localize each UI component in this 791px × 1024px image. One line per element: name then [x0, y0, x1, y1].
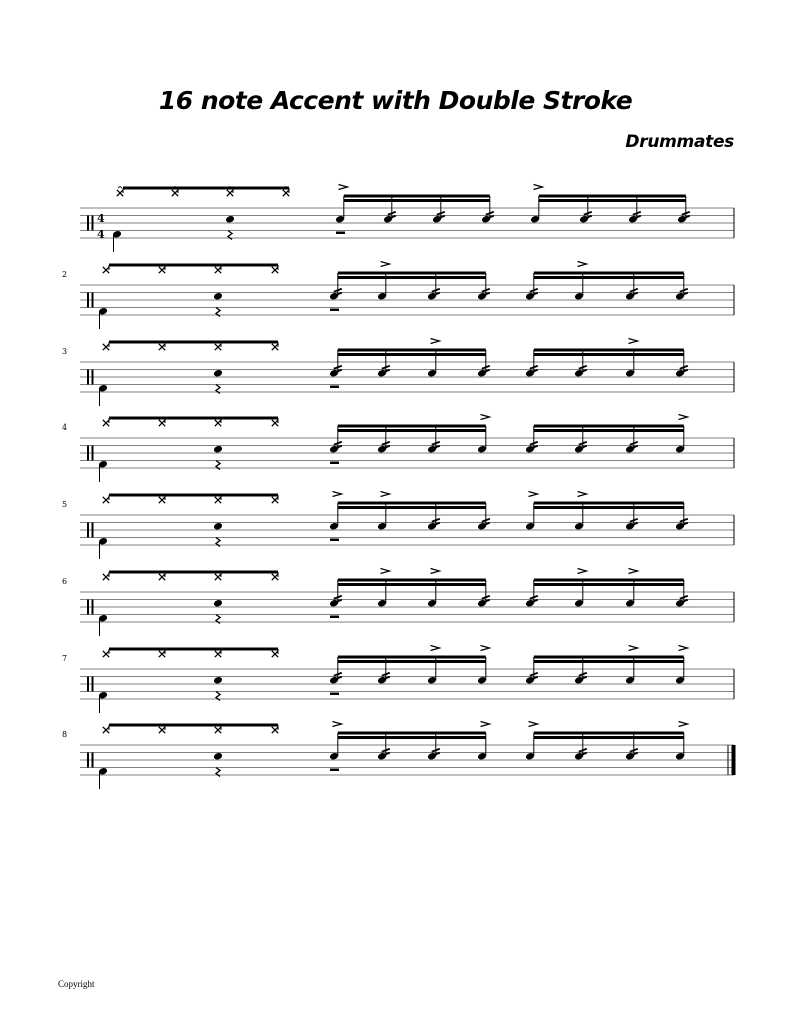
notehead	[213, 445, 223, 454]
half-rest	[330, 616, 339, 619]
notehead	[213, 369, 223, 378]
cymbal-x-notehead	[103, 420, 109, 426]
cymbal-x-notehead	[215, 267, 221, 273]
notehead	[213, 522, 223, 531]
cymbal-x-notehead	[103, 267, 109, 273]
measure-number: 6	[62, 577, 68, 586]
percussion-clef	[92, 523, 94, 538]
accent-mark	[481, 722, 490, 727]
piece-title: 16 note Accent with Double Stroke	[158, 86, 633, 115]
measure-number: 8	[62, 730, 68, 739]
half-rest	[330, 769, 339, 772]
beam-secondary	[534, 429, 684, 432]
system-5	[62, 492, 734, 560]
beam-secondary	[534, 276, 684, 279]
beam-primary	[344, 195, 490, 198]
beam-primary	[338, 579, 486, 582]
beam-secondary	[338, 660, 486, 663]
percussion-clef	[87, 753, 89, 768]
cymbal-x-notehead	[215, 344, 221, 350]
half-rest	[330, 309, 339, 312]
accent-mark	[679, 722, 688, 727]
percussion-clef	[87, 600, 89, 615]
percussion-clef	[92, 600, 94, 615]
accent-mark	[481, 646, 490, 651]
accent-mark	[629, 569, 638, 574]
notehead	[213, 599, 223, 608]
accent-mark	[381, 262, 390, 267]
percussion-clef	[87, 370, 89, 385]
cymbal-x-notehead	[103, 651, 109, 657]
accent-mark	[381, 492, 390, 497]
cymbal-x-notehead	[215, 420, 221, 426]
beam-secondary	[338, 736, 486, 739]
accent-mark	[431, 569, 440, 574]
cymbal-x-notehead	[215, 727, 221, 733]
accent-mark	[381, 569, 390, 574]
cymbal-x-notehead	[283, 190, 289, 196]
percussion-clef	[92, 753, 94, 768]
beam	[109, 724, 278, 727]
accent-mark	[578, 492, 587, 497]
accent-mark	[629, 339, 638, 344]
beam-primary	[338, 349, 486, 352]
accent-mark	[679, 646, 688, 651]
accent-mark	[578, 262, 587, 267]
measure-number: 4	[62, 423, 68, 432]
percussion-clef	[92, 216, 94, 231]
cymbal-x-notehead	[272, 420, 278, 426]
half-rest	[330, 539, 339, 542]
beam-secondary	[534, 506, 684, 509]
cymbal-x-notehead	[103, 344, 109, 350]
composer-name: Drummates	[625, 132, 734, 152]
cymbal-x-notehead	[215, 574, 221, 580]
percussion-clef	[92, 370, 94, 385]
cymbal-x-notehead	[159, 267, 165, 273]
cymbal-x-notehead	[272, 497, 278, 503]
accent-mark	[578, 569, 587, 574]
accent-mark	[529, 722, 538, 727]
cymbal-x-notehead	[272, 267, 278, 273]
beam-primary	[534, 732, 684, 735]
beam-primary	[338, 425, 486, 428]
system-6	[62, 569, 734, 637]
measure-number: 2	[62, 270, 68, 279]
copyright-notice: Copyright	[58, 979, 95, 989]
beam	[109, 341, 278, 344]
cymbal-x-notehead	[215, 497, 221, 503]
cymbal-x-notehead	[103, 497, 109, 503]
beam-primary	[534, 349, 684, 352]
system-8	[62, 722, 736, 790]
cymbal-x-notehead	[117, 190, 123, 196]
beam-primary	[534, 579, 684, 582]
cymbal-x-notehead	[159, 574, 165, 580]
accent-mark	[481, 415, 490, 420]
half-rest	[330, 462, 339, 465]
measure-number: 7	[62, 654, 68, 663]
system-4	[62, 415, 734, 483]
beam-primary	[534, 272, 684, 275]
cymbal-x-notehead	[159, 727, 165, 733]
half-rest	[336, 232, 345, 235]
time-signature-denominator: 4	[97, 228, 105, 241]
beam-secondary	[338, 506, 486, 509]
percussion-clef	[87, 446, 89, 461]
beam-secondary	[539, 199, 686, 202]
percussion-clef	[92, 446, 94, 461]
beam-secondary	[338, 276, 486, 279]
final-barline-thick	[732, 745, 736, 775]
cymbal-x-notehead	[172, 190, 178, 196]
beam	[109, 494, 278, 497]
measure-number: 3	[62, 347, 68, 356]
cymbal-x-notehead	[215, 651, 221, 657]
beam-primary	[338, 272, 486, 275]
percussion-clef	[87, 523, 89, 538]
percussion-clef	[87, 677, 89, 692]
cymbal-x-notehead	[272, 651, 278, 657]
cymbal-x-notehead	[272, 574, 278, 580]
notehead	[225, 215, 235, 224]
beam-secondary	[534, 736, 684, 739]
beam-primary	[338, 732, 486, 735]
accent-mark	[534, 185, 543, 190]
percussion-clef	[87, 216, 89, 231]
time-signature-numerator: 4	[97, 212, 105, 225]
cymbal-x-notehead	[103, 574, 109, 580]
measure-number: 5	[62, 500, 68, 509]
percussion-clef	[92, 677, 94, 692]
system-2	[62, 262, 734, 330]
system-1	[80, 185, 734, 253]
notehead	[213, 752, 223, 761]
cymbal-x-notehead	[159, 651, 165, 657]
half-rest	[330, 386, 339, 389]
accent-mark	[431, 646, 440, 651]
percussion-clef	[87, 293, 89, 308]
beam	[109, 571, 278, 574]
beam-secondary	[338, 353, 486, 356]
system-3	[62, 339, 734, 407]
beam-secondary	[534, 353, 684, 356]
system-7	[62, 646, 734, 714]
accent-mark	[431, 339, 440, 344]
beam-primary	[539, 195, 686, 198]
beam	[109, 264, 278, 267]
accent-mark	[529, 492, 538, 497]
beam	[109, 648, 278, 651]
accent-mark	[679, 415, 688, 420]
accent-mark	[333, 492, 342, 497]
half-rest	[330, 693, 339, 696]
cymbal-x-notehead	[159, 344, 165, 350]
articulation	[118, 187, 122, 189]
notehead	[213, 676, 223, 685]
beam-primary	[534, 425, 684, 428]
cymbal-x-notehead	[103, 727, 109, 733]
beam-secondary	[338, 429, 486, 432]
beam	[123, 187, 289, 190]
percussion-clef	[92, 293, 94, 308]
cymbal-x-notehead	[272, 727, 278, 733]
accent-mark	[333, 722, 342, 727]
cymbal-x-notehead	[272, 344, 278, 350]
beam-secondary	[534, 583, 684, 586]
cymbal-x-notehead	[159, 497, 165, 503]
accent-mark	[629, 646, 638, 651]
beam-primary	[534, 502, 684, 505]
beam-primary	[338, 656, 486, 659]
accent-mark	[339, 185, 348, 190]
notehead	[213, 292, 223, 301]
beam-primary	[534, 656, 684, 659]
beam-secondary	[534, 660, 684, 663]
beam-secondary	[338, 583, 486, 586]
beam-secondary	[344, 199, 490, 202]
beam-primary	[338, 502, 486, 505]
cymbal-x-notehead	[159, 420, 165, 426]
beam	[109, 417, 278, 420]
cymbal-x-notehead	[227, 190, 233, 196]
